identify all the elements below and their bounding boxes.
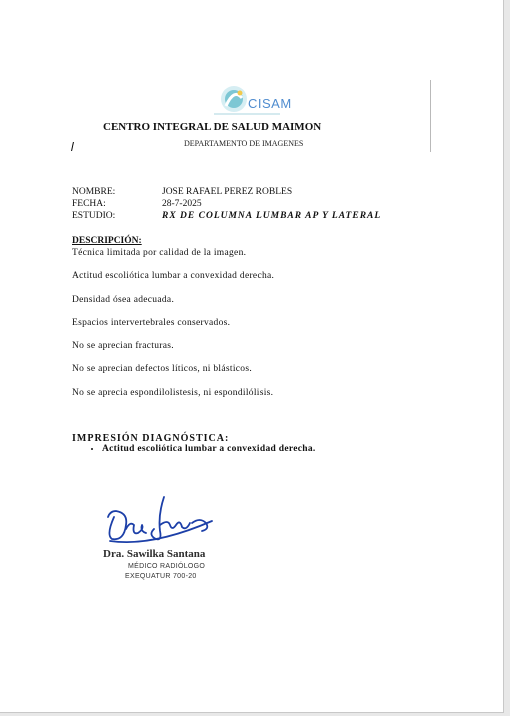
date-value: 28-7-2025 <box>162 199 202 209</box>
description-title: DESCRIPCIÓN: <box>72 236 142 246</box>
name-value: JOSE RAFAEL PEREZ ROBLES <box>162 187 293 197</box>
finding-item: No se aprecian defectos líticos, ni blásticos. <box>72 364 252 374</box>
finding-item: Espacios intervertebrales conservados. <box>72 318 231 328</box>
impression-title: IMPRESIÓN DIAGNÓSTICA: <box>72 433 230 444</box>
text-cursor <box>71 142 74 151</box>
date-label: FECHA: <box>72 199 106 209</box>
finding-item: Técnica limitada por calidad de la imagen. <box>72 248 247 258</box>
finding-item: Densidad ósea adecuada. <box>72 295 175 305</box>
logo-text: CISAM <box>248 96 292 111</box>
header-divider <box>430 80 431 152</box>
handwritten-signature <box>102 495 218 550</box>
impression-item: • Actitud escoliótica lumbar a convexidad derecha. <box>102 444 316 454</box>
impression-list <box>88 444 316 454</box>
signature-title: MÉDICO RADIÓLOGO <box>128 563 206 570</box>
finding-item: No se aprecia espondilolistesis, ni espondilólisis. <box>72 388 274 398</box>
finding-item: No se aprecian fracturas. <box>72 341 174 351</box>
study-value: RX DE COLUMNA LUMBAR AP Y LATERAL <box>162 211 382 221</box>
name-label: NOMBRE: <box>72 187 116 197</box>
department-name: DEPARTAMENTO DE IMAGENES <box>184 139 304 148</box>
study-label: ESTUDIO: <box>72 211 116 221</box>
signature-license: EXEQUATUR 700-20 <box>125 573 197 580</box>
institution-name: CENTRO INTEGRAL DE SALUD MAIMON <box>103 121 322 133</box>
signature-name: Dra. Sawilka Santana <box>103 548 206 560</box>
finding-item: Actitud escoliótica lumbar a convexidad derecha. <box>72 271 275 281</box>
